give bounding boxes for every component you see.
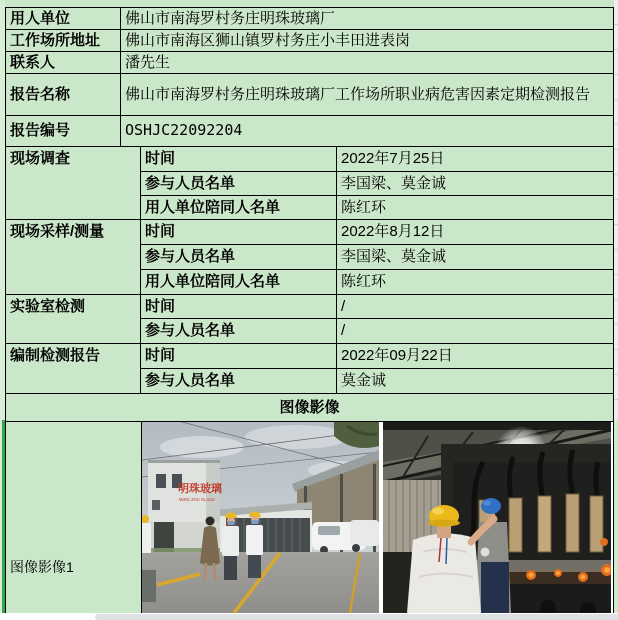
selection-highlight-line <box>2 420 5 613</box>
row-report-number <box>6 116 613 147</box>
time-value[interactable]: 2022年8月12日 <box>341 223 445 241</box>
sampling-participants-row <box>141 245 613 270</box>
participants-value[interactable]: 李国梁、莫金诚 <box>341 174 447 192</box>
escorts-value[interactable]: 陈红环 <box>341 198 387 216</box>
time-label: 时间 <box>141 147 337 171</box>
group-lab-test-label: 实验室检测 <box>6 295 141 343</box>
image-row-label: 图像影像1 <box>6 422 142 613</box>
participants-label: 参与人员名单 <box>141 245 337 269</box>
group-report-compilation <box>6 344 613 394</box>
row-employer-label: 用人单位 <box>6 8 121 29</box>
group-sampling <box>6 220 613 295</box>
participants-value[interactable]: 莫金诚 <box>341 372 387 390</box>
time-label: 时间 <box>141 220 337 244</box>
group-site-survey-label: 现场调查 <box>6 147 141 219</box>
time-value[interactable]: 2022年09月22日 <box>341 347 453 365</box>
group-report-compilation-label: 编制检测报告 <box>6 344 141 393</box>
participants-value[interactable]: / <box>341 322 346 340</box>
report-info-table <box>5 7 614 614</box>
image-row <box>6 422 613 613</box>
right-gutter-top <box>614 0 618 420</box>
row-report-number-label: 报告编号 <box>6 116 121 146</box>
site-survey-escorts-row <box>141 196 613 219</box>
lab-test-participants-row <box>141 319 613 343</box>
participants-value[interactable]: 李国梁、莫金诚 <box>341 248 447 266</box>
sampling-time-row <box>141 220 613 245</box>
escorts-value[interactable]: 陈红环 <box>341 273 387 291</box>
compilation-time-row <box>141 344 613 369</box>
escorts-label: 用人单位陪同人名单 <box>141 270 337 294</box>
row-workplace-address-label: 工作场所地址 <box>6 30 121 51</box>
group-lab-test <box>6 295 613 344</box>
row-contact-value[interactable]: 潘先生 <box>125 53 171 71</box>
lab-test-time-row <box>141 295 613 319</box>
right-gutter-bottom <box>614 420 618 613</box>
photo-factory-interior[interactable] <box>383 422 611 613</box>
site-survey-time-row <box>141 147 613 172</box>
time-value[interactable]: 2022年7月25日 <box>341 150 445 168</box>
row-employer-value[interactable]: 佛山市南海罗村务庄明珠玻璃厂 <box>125 9 336 27</box>
participants-label: 参与人员名单 <box>141 369 337 393</box>
row-report-number-value[interactable]: OSHJC22092204 <box>125 121 243 140</box>
escorts-label: 用人单位陪同人名单 <box>141 196 337 219</box>
photos-container <box>142 422 613 613</box>
time-value[interactable]: / <box>341 297 346 315</box>
row-contact <box>6 52 613 74</box>
row-workplace-address <box>6 30 613 52</box>
row-employer <box>6 8 613 30</box>
building-sign-subtext: MING ZHU GLASS <box>179 497 215 502</box>
photo-factory-exterior[interactable] <box>142 422 379 613</box>
participants-label: 参与人员名单 <box>141 319 337 343</box>
row-report-name-label: 报告名称 <box>6 74 121 115</box>
site-survey-participants-row <box>141 172 613 196</box>
row-report-name-value[interactable]: 佛山市南海罗村务庄明珠玻璃厂工作场所职业病危害因素定期检测报告 <box>125 85 591 103</box>
time-label: 时间 <box>141 295 337 318</box>
compilation-participants-row <box>141 369 613 393</box>
images-section-header: 图像影像 <box>279 398 340 416</box>
group-sampling-label: 现场采样/测量 <box>6 220 141 294</box>
horizontal-scrollbar[interactable] <box>95 614 618 620</box>
row-contact-label: 联系人 <box>6 52 121 73</box>
images-section-header-row <box>6 394 613 422</box>
row-report-name <box>6 74 613 116</box>
row-workplace-address-value[interactable]: 佛山市南海区狮山镇罗村务庄小丰田进表岗 <box>125 31 411 49</box>
participants-label: 参与人员名单 <box>141 172 337 195</box>
group-site-survey <box>6 147 613 220</box>
building-sign-text: 明珠玻璃 <box>178 483 222 495</box>
time-label: 时间 <box>141 344 337 368</box>
sampling-escorts-row <box>141 270 613 294</box>
